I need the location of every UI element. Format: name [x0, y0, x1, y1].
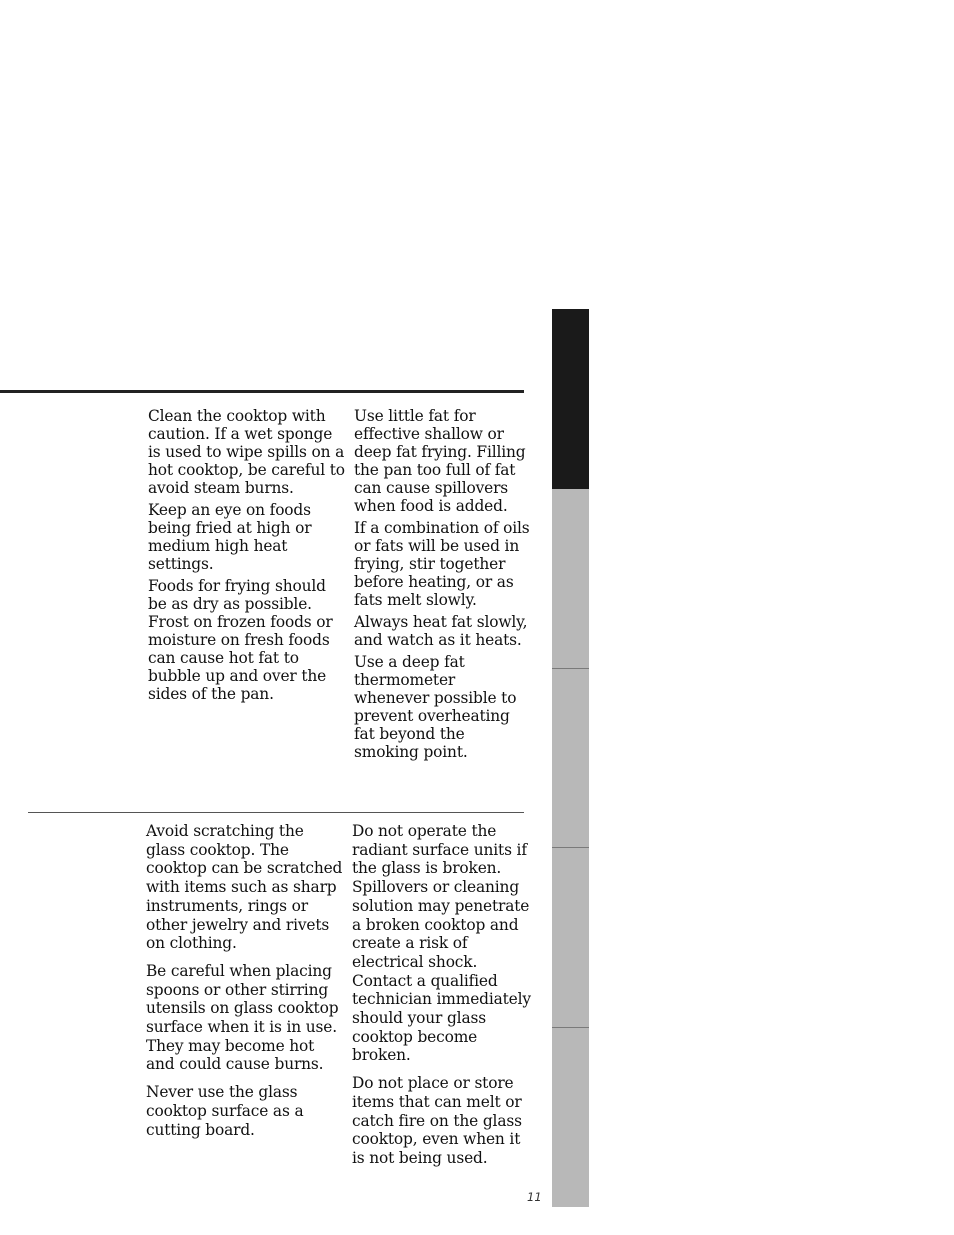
section-tab-active [552, 309, 589, 489]
section-tab [552, 669, 589, 849]
section-tab [552, 848, 589, 1028]
section-tab-strip [552, 309, 589, 1207]
tip-paragraph: Use a deep fat thermometer whenever possible to prevent overheating fat beyond the smoking point. [354, 653, 517, 761]
tip-paragraph: If a combination of oils or fats will be used in frying, stir together before heating, or as fats melt slowly. [354, 519, 530, 609]
tip-paragraph: Foods for frying should be as dry as possible. Frost on frozen foods or moisture on fresh foods can cause hot fat to bubble up and over the sides of the pan. [148, 577, 333, 703]
section-tab [552, 489, 589, 669]
section-divider-middle [28, 812, 524, 813]
tip-paragraph: Never use the glass cooktop surface as a cutting board. [146, 1083, 304, 1139]
tip-paragraph: Always heat fat slowly, and watch as it heats. [354, 613, 528, 649]
page-number: 11 [527, 1190, 542, 1204]
frying-tips-right-column [354, 407, 534, 765]
tip-paragraph: Clean the cooktop with caution. If a wet sponge is used to wipe spills on a hot cooktop, be careful to avoid steam burns. [148, 407, 345, 497]
glass-cooktop-tips-left-column [146, 822, 346, 1148]
tip-paragraph: Avoid scratching the glass cooktop. The cooktop can be scratched with items such as sharp instruments, rings or other jewelry and rivets on clothing. [146, 822, 343, 953]
tip-paragraph: Be careful when placing spoons or other stirring utensils on glass cooktop surface when it is in use. They may become hot and could cause burns. [146, 961, 339, 1074]
frying-tips-left-column [148, 407, 348, 707]
tip-paragraph: Use little fat for effective shallow or deep fat frying. Filling the pan too full of fat can cause spillovers when food is added. [354, 407, 526, 515]
section-tab [552, 1028, 589, 1208]
section-divider-top [0, 390, 524, 393]
tip-paragraph: Do not place or store items that can melt or catch fire on the glass cooktop, even when it is not being used. [352, 1074, 522, 1167]
tip-paragraph: Keep an eye on foods being fried at high or medium high heat settings. [148, 501, 312, 573]
glass-cooktop-tips-right-column [352, 822, 532, 1177]
tip-paragraph: Do not operate the radiant surface units if the glass is broken. Spillovers or cleaning solution may penetrate a broken cooktop and create a risk of electrical shock. Contact a qualified technician immediately should your glass cooktop become broken. [352, 822, 531, 1065]
